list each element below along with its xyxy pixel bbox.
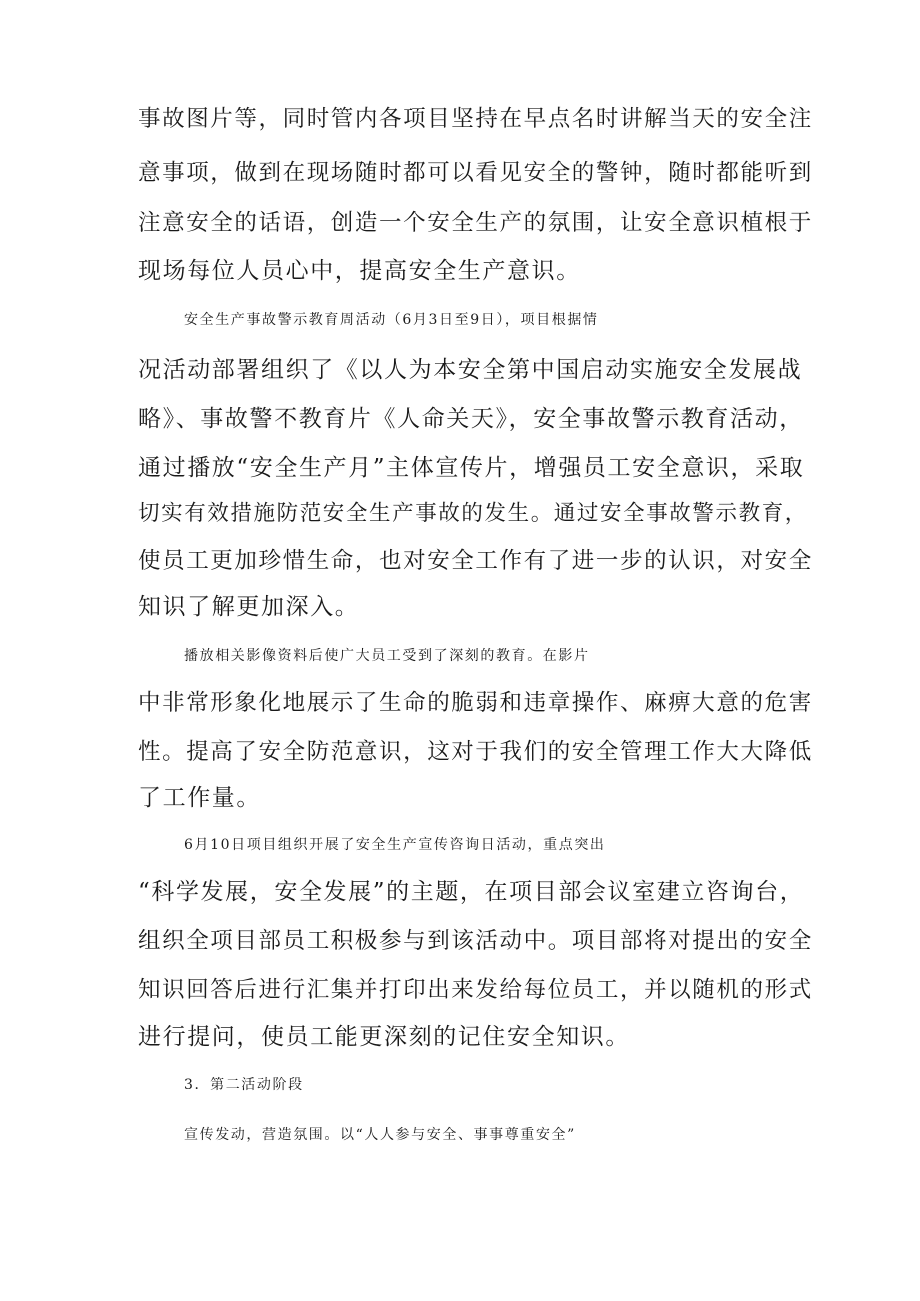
text-line: 进行提问，使员工能更深刻的记住安全知识。 xyxy=(138,1024,630,1050)
text-line: 播放相关影像资料后使广大员工受到了深刻的教育。在影片 xyxy=(184,648,590,664)
text-line: 安全生产事故警示教育周活动（6月3日至9日），项目根据情 xyxy=(184,312,599,328)
text-line: 宣传发动，营造氛围。以“人人参与安全、事事尊重安全” xyxy=(184,1127,576,1143)
text-line: 使员工更加珍惜生命，也对安全工作有了进一步的认识，对安全 xyxy=(138,548,813,574)
text-line: 6月10日项目组织开展了安全生产宣传咨询日活动，重点突出 xyxy=(184,837,606,853)
text-line: 性。提高了安全防范意识，这对于我们的安全管理工作大大降低 xyxy=(138,739,813,765)
text-line: 况活动部署组织了《以人为本安全第中国启动实施安全发展战 xyxy=(138,357,803,383)
text-line: 组织全项目部员工积极参与到该活动中。项目部将对提出的安全 xyxy=(138,928,813,954)
text-line: 知识了解更加深入。 xyxy=(138,594,360,620)
text-line: 通过播放“安全生产月”主体宣传片，增强员工安全意识，采取 xyxy=(138,455,805,481)
section-heading: 3．第二活动阶段 xyxy=(184,1077,304,1093)
text-line: 了工作量。 xyxy=(138,785,261,811)
text-line: 意事项，做到在现场随时都可以看见安全的警钟，随时都能听到 xyxy=(138,160,813,186)
text-line: 切实有效措施防范安全生产事故的发生。通过安全事故警示教育， xyxy=(138,501,808,526)
text-line: 中非常形象化地展示了生命的脆弱和违章操作、麻痹大意的危害 xyxy=(138,690,813,716)
text-line: 事故图片等，同时管内各项目坚持在早点名时讲解当天的安全注 xyxy=(138,106,813,132)
text-line: 现场每位人员心中，提高安全生产意识。 xyxy=(138,258,581,284)
text-line: 注意安全的话语，创造一个安全生产的氛围，让安全意识植根于 xyxy=(138,210,813,236)
text-line: “科学发展，安全发展”的主题，在项目部会议室建立咨询台， xyxy=(138,879,805,905)
text-line: 知识回答后进行汇集并打印出来发给每位员工，并以随机的形式 xyxy=(138,977,813,1003)
text-line: 略》、事故警不教育片《人命关天》，安全事故警示教育活动， xyxy=(138,406,804,432)
